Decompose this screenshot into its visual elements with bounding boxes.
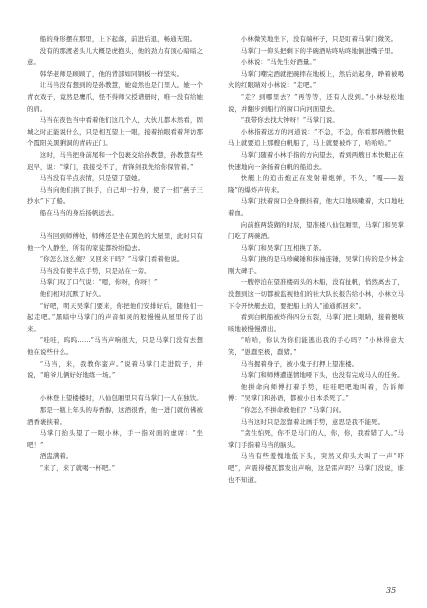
paragraph: 韩华老师是顾顾了，他的背部如同钢板一样坚实。 bbox=[39, 69, 184, 78]
paragraph: “哈哈，你认为你们能逃出我的手心吗？”小林得意大笑，“愚蠢至极，蠢猪。” bbox=[228, 336, 404, 357]
paragraph: “我带你去找大钟呀！”马掌门说。 bbox=[240, 116, 339, 125]
paragraph: “来了，来了就喝一杯吧。” bbox=[39, 463, 116, 472]
paragraph: 这时，马当把身前尾和一个包裹交给孙教慧，孙教慧有些迟早，说：“掌门，我接受不了，青锋剑我先给你保管着。” bbox=[27, 150, 203, 171]
paragraph: “你怎么这么傻？又回来干吗？”马掌门看着他说。 bbox=[39, 255, 184, 264]
paragraph: 马掌门扶着窗口全身颤抖着，他大口地咳嗽着，大口地吐着血。 bbox=[228, 197, 404, 217]
paragraph: 船在马当的身后扬帆远去。 bbox=[39, 208, 119, 217]
paragraph: 马当握着身子，被小鬼子打押上望准楼。 bbox=[240, 359, 359, 368]
paragraph: 马掌门随着小林手指的方向望去，看到两艘日本快艇正在快速地向一条扬着白帆的船追去。 bbox=[228, 150, 404, 171]
paragraph-gap bbox=[27, 220, 203, 232]
paragraph: 马当没有半点表情，只是望了望她。 bbox=[39, 174, 145, 183]
paragraph: 马当向他们拱了拱手，自己却一拧身，使了一招“燕子三抄水”下了船。 bbox=[27, 185, 203, 206]
paragraph: 让马当没有想到的是孙教慧，她竟然也是门里人。她一个青衣戏子，竟然是鹰爪，怪不得师父授谱册时，唯一没有给她的肩。 bbox=[27, 81, 203, 113]
paragraph: 小林登上望楼楼时，八仙包厢里只有马掌门一人在独饮。 bbox=[39, 394, 203, 403]
paragraph-gap bbox=[27, 382, 203, 394]
paragraph: 马当有些羞愧地低下头，突然又仰头大叫了一声“吓吧”，声震得楼瓦都发出声响，这是雷声吗？马掌门没说，谁也不知道。 bbox=[228, 452, 404, 484]
paragraph: 马掌门一仰头把剩下的半碗酒咕咚咕咚地倒进嘴子里。 bbox=[240, 46, 398, 55]
paragraph: 马掌门和师傅遭遂情地哑下头，也没有完成马人的任务。 bbox=[240, 371, 404, 380]
paragraph: 马掌门和吴掌门互相换了茶。 bbox=[240, 243, 326, 252]
paragraph: 马当在夜色当中看着他们这几个人，大伙儿都木然看，固城之时正能说什么，只是相互望上一眼，接着拍眼看着拜访那个霞阳关黑猁洞的青砖正门。 bbox=[27, 116, 203, 148]
paragraph: 小林微笑地坐下，没有端杯子，只是盯着马掌门微笑。 bbox=[240, 35, 398, 43]
paragraph: 看到白帆船被炸得四分五裂，马掌门把上眼睛，接着便咳咳地被慢慢滑出。 bbox=[228, 313, 404, 333]
paragraph: “贪生怕死，你不是马门的人，你，你，我看错了人。”马掌门手指着马当的脑头。 bbox=[228, 429, 404, 449]
paragraph: “哇哇，呜呜……”马当声响很大，只是马掌门没有去想他在说些什么。 bbox=[27, 336, 203, 357]
left-column bbox=[27, 34, 203, 574]
paragraph: 向前推两袋猢的时辰，望准楼八仙包厢里，马掌门和吴掌门吃了两碗酒。 bbox=[228, 220, 404, 241]
paragraph: 那是一瓶上年头的寿香醇，这酒很香，他一进门就仿佛被酒香裹挟着。 bbox=[27, 406, 203, 426]
paragraph: “马当，来，我教你蛮声。”说着马掌门走进院子，并说，“咱爷儿俩好好地练一场。” bbox=[27, 359, 203, 380]
paragraph: 小林指着远方的河道说：“不急，不急，你看那两艘快艇马上就要追上那艘白帆船了，马上就要被炸了，哈哈哈。” bbox=[228, 127, 404, 148]
paragraph: 快艇上的追击炮正在发射着炮弹，不久，“嘎——轰隆”的爆炸声传来。 bbox=[228, 174, 404, 194]
right-column bbox=[228, 34, 404, 574]
paragraph: 船的身形摆在那里，上下起落，前进后退，畅通无阻。 bbox=[39, 35, 197, 43]
paragraph: “你怎么不拼命救他们？”马掌门问。 bbox=[240, 406, 346, 414]
paragraph: 一艘停泊在望准楼码头的木船，没有扯帆，悄然离去了，没想到这一切都被监视他们的社大队长报告给小林，小林立马下令开快艇去追，要把船上的人“通通抓回来”。 bbox=[228, 278, 404, 310]
paragraph: 马当回到师傅处，师傅还是坐在黑色的大屋里，此时只有他一个人静坐，所有的家徒都纷纷隐去。 bbox=[27, 232, 203, 252]
paragraph: 酒盅满着。 bbox=[39, 452, 73, 461]
paragraph: 马掌门换的是马珍藏锤和抹袖连锤，吴掌门传的是少林金刚大碑手。 bbox=[228, 255, 404, 275]
paragraph: “好吧，明天吴掌门要来，你把他们安排好后，随他们一起走吧。”黑暗中马掌门的声音如灵的般慢慢从屋里传了出来。 bbox=[27, 301, 203, 333]
paragraph: 他拼命向师傅打着手势，哇哇吧吧地叫着，告诉师傅：“吴掌门和孙语，都被小日本杀死了。” bbox=[228, 382, 404, 403]
paragraph: 马当没有使半点手势，只是站在一旁。 bbox=[39, 266, 151, 275]
paragraph: 小林说：“马先生好酒量。” bbox=[240, 58, 317, 67]
paragraph: 马掌门叹了口气说：“嗯，你呀，你呀！” bbox=[39, 278, 158, 287]
paragraph: 马掌门嘲完酒就把碗摔在地板上，然后站起身，睁着被喝火的红眼睛对小林说：“走吧。” bbox=[228, 69, 404, 90]
paragraph: 马当这时只是忽靠着北画手势，意思是我不能死。 bbox=[240, 417, 385, 426]
paragraph: 马掌门抬头望了一眼小林，手一指对面的虚席：“坐吧！” bbox=[27, 429, 203, 449]
page-number: 35 bbox=[386, 586, 397, 595]
paragraph: 他们相对沉默了好久。 bbox=[39, 290, 105, 299]
paragraph: 没有的那渡老头儿大概是虎抱头，他的劲力有顶心暗暗之意。 bbox=[27, 46, 203, 67]
paragraph: “走？到哪里去？”再等等，还有人没到。”小林轻松地说，并翻步到船行的窗口向河面望去。 bbox=[228, 92, 404, 113]
